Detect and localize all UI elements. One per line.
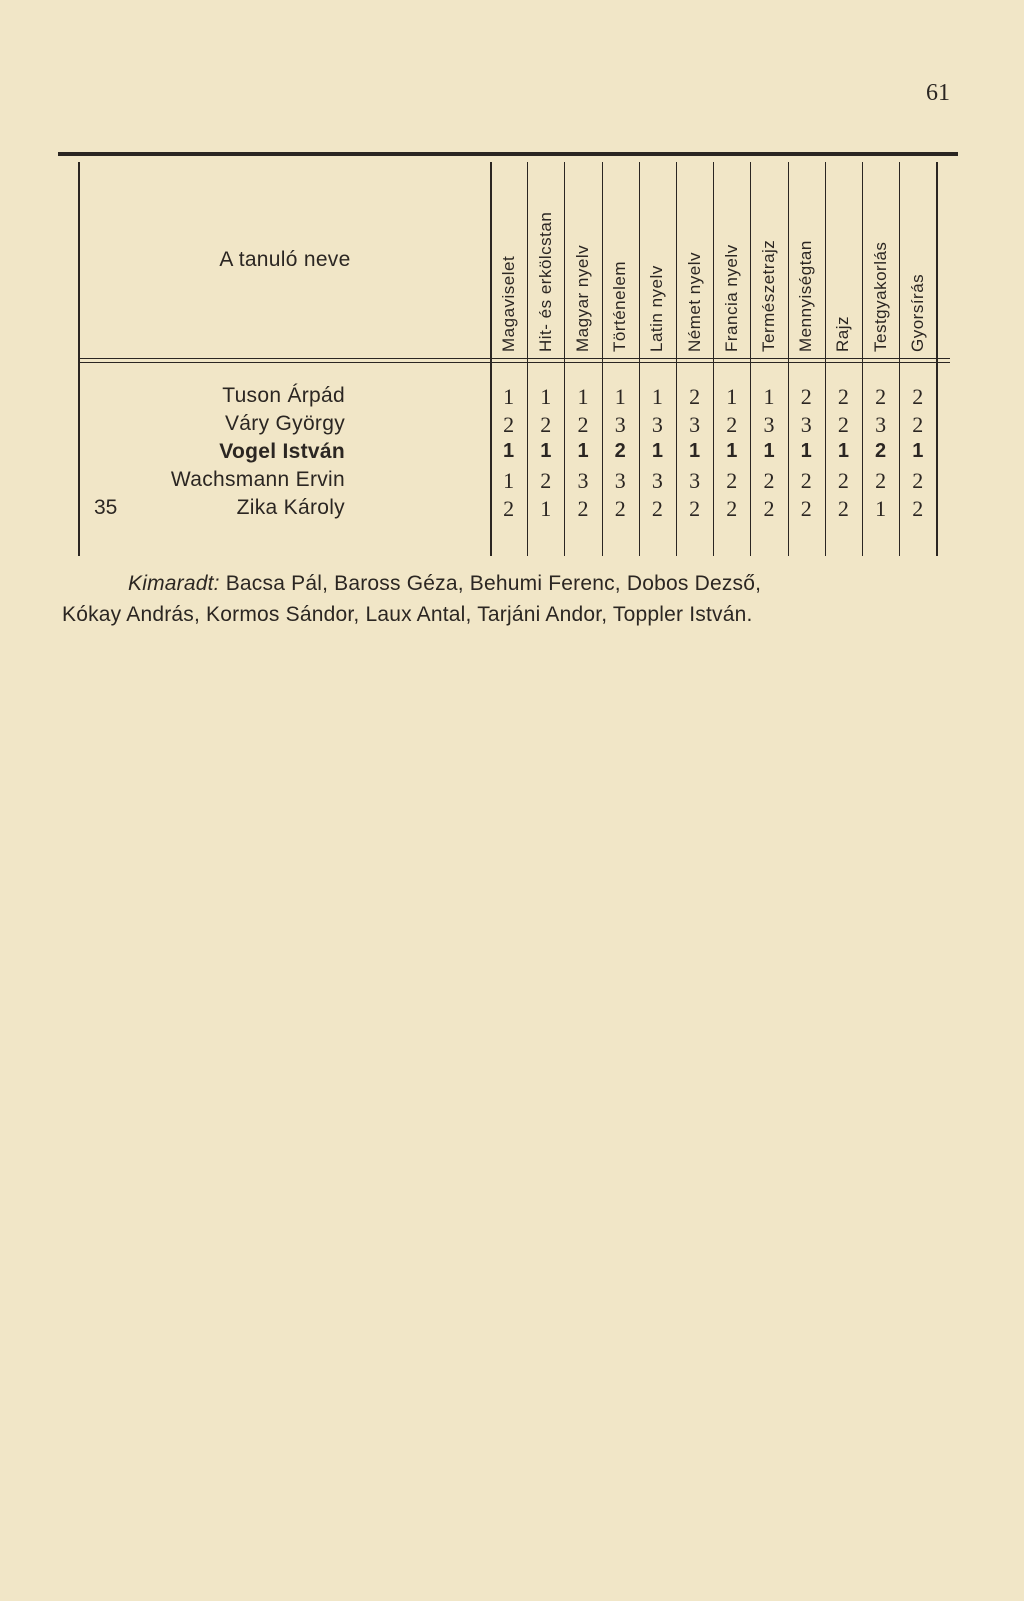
grade-cell: 2: [837, 412, 849, 437]
subject-header: [676, 162, 713, 358]
grade-cell: 3: [800, 412, 812, 437]
subject-label: Magyar nyelv: [572, 244, 592, 352]
subject-header: [527, 162, 564, 358]
grade-cell: 1: [503, 440, 515, 462]
subject-label: Rajz: [833, 315, 853, 352]
subject-label: Természetrajz: [758, 239, 778, 352]
grade-cell: 3: [689, 412, 701, 437]
grade-cell: 1: [763, 440, 775, 462]
grade-cell: 2: [651, 496, 663, 521]
grade-cell: 2: [912, 496, 924, 521]
subject-header: [899, 162, 936, 358]
grade-cell: 2: [726, 468, 738, 493]
student-row: [80, 440, 960, 468]
grade-cell: 2: [800, 384, 812, 409]
grade-cell: 3: [875, 412, 887, 437]
grade-cell: 1: [540, 384, 552, 409]
grade-cell: 1: [614, 384, 626, 409]
student-name: Zika Károly: [236, 496, 345, 519]
subject-label: Magaviselet: [498, 255, 518, 352]
grade-cell: 2: [614, 496, 626, 521]
grade-cell: 2: [689, 496, 701, 521]
grade-cell: 3: [577, 468, 589, 493]
grade-cell: 2: [577, 412, 589, 437]
subject-label: Német nyelv: [684, 252, 704, 352]
grade-cell: 2: [503, 496, 515, 521]
grade-cell: 2: [875, 440, 887, 462]
grade-cell: 1: [800, 440, 812, 462]
subject-label: Francia nyelv: [721, 244, 741, 352]
grade-cell: 1: [726, 440, 738, 462]
row-number: 35: [94, 496, 118, 519]
grade-cell: 3: [651, 412, 663, 437]
grade-cell: 1: [726, 384, 738, 409]
subject-header: [713, 162, 750, 358]
subject-label: Mennyiségtan: [796, 240, 816, 352]
student-name: Wachsmann Ervin: [170, 468, 345, 491]
grade-cell: 1: [540, 496, 552, 521]
page-number: 61: [926, 80, 950, 106]
grade-cell: 1: [651, 384, 663, 409]
subject-label: Történelem: [610, 261, 630, 352]
subject-header: [602, 162, 639, 358]
grade-cell: 3: [763, 412, 775, 437]
grade-cell: 1: [912, 440, 924, 462]
grade-cell: 3: [614, 412, 626, 437]
grade-cell: 1: [651, 440, 663, 462]
subject-header: [825, 162, 862, 358]
subject-label: Hit- és erkölcstan: [535, 211, 555, 352]
grade-cell: 2: [912, 412, 924, 437]
footnote-line-2: Kókay András, Kormos Sándor, Laux Antal, Tarjáni Andor, Toppler István.: [62, 603, 753, 626]
subject-label: Testgyakorlás: [870, 241, 890, 352]
student-row: [80, 468, 960, 496]
student-name: Váry György: [225, 412, 345, 435]
grade-cell: 1: [503, 384, 515, 409]
subject-header: [750, 162, 787, 358]
footnote-label: Kimaradt:: [128, 572, 220, 595]
grade-cell: 2: [875, 468, 887, 493]
grade-cell: 2: [503, 412, 515, 437]
grade-cell: 1: [577, 384, 589, 409]
grade-cell: 2: [912, 384, 924, 409]
subject-header: [788, 162, 825, 358]
grade-cell: 1: [689, 440, 701, 462]
student-name: Vogel István: [219, 440, 345, 463]
grade-cell: 2: [837, 496, 849, 521]
grade-cell: 2: [577, 496, 589, 521]
student-row: [80, 412, 960, 440]
grade-cell: 2: [614, 440, 626, 462]
grade-cell: 1: [837, 440, 849, 462]
grade-cell: 2: [540, 468, 552, 493]
grade-cell: 2: [726, 412, 738, 437]
subject-label: Latin nyelv: [647, 265, 667, 352]
name-column-header: A tanuló neve: [219, 248, 351, 271]
grade-cell: 2: [837, 384, 849, 409]
subject-header: [490, 162, 527, 358]
table-top-rule: [58, 152, 958, 156]
grade-cell: 2: [763, 468, 775, 493]
header-divider: [80, 358, 950, 363]
student-row: [80, 384, 960, 412]
subject-header: [639, 162, 676, 358]
grade-cell: 3: [689, 468, 701, 493]
footnote: [62, 568, 972, 630]
grade-cell: 2: [912, 468, 924, 493]
subject-header: [564, 162, 601, 358]
grade-cell: 1: [503, 468, 515, 493]
grade-cell: 2: [875, 384, 887, 409]
footnote-line-1: Bacsa Pál, Baross Géza, Behumi Ferenc, Dobos Dezső,: [225, 572, 762, 595]
grade-cell: 2: [763, 496, 775, 521]
grade-cell: 2: [540, 412, 552, 437]
grades-table: [58, 152, 958, 556]
student-row: [80, 496, 960, 524]
grade-cell: 3: [651, 468, 663, 493]
grade-cell: 2: [689, 384, 701, 409]
subject-header: [862, 162, 899, 358]
grade-cell: 1: [540, 440, 552, 462]
grade-cell: 1: [875, 496, 887, 521]
grade-cell: 1: [763, 384, 775, 409]
grade-cell: 2: [726, 496, 738, 521]
grade-cell: 2: [800, 468, 812, 493]
grade-cell: 2: [837, 468, 849, 493]
grade-cell: 3: [614, 468, 626, 493]
subject-label: Gyorsírás: [907, 273, 927, 352]
grade-cell: 1: [577, 440, 589, 462]
student-name: Tuson Árpád: [222, 384, 345, 407]
grade-cell: 2: [800, 496, 812, 521]
